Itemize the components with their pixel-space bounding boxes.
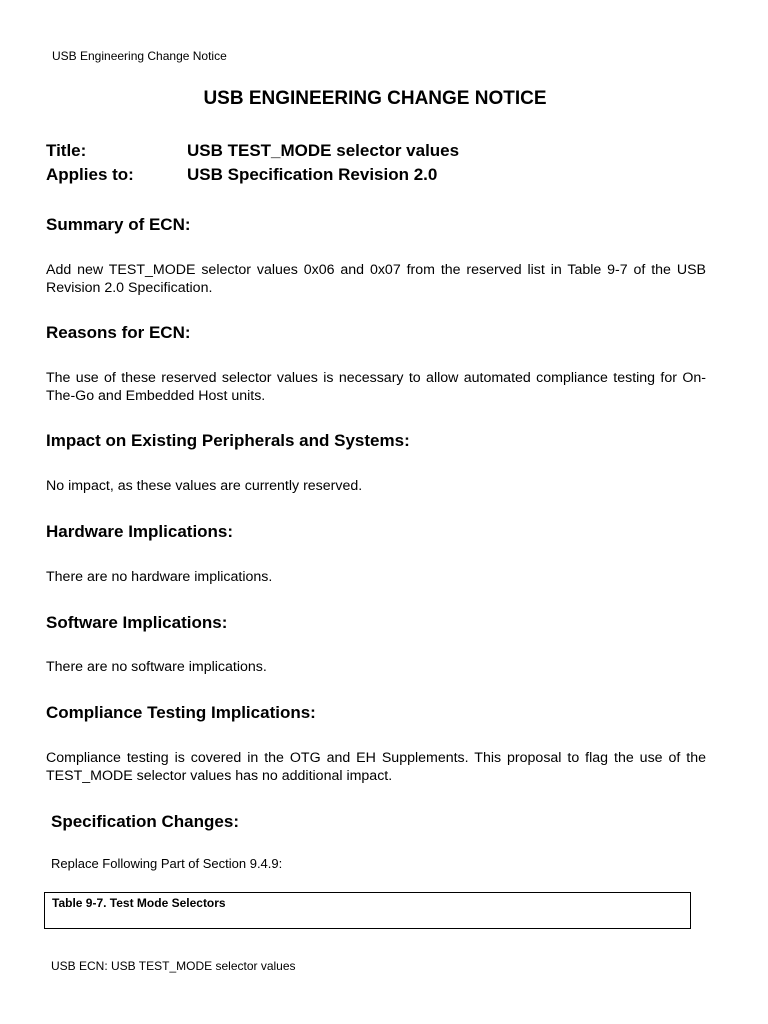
section-heading-software: Software Implications: (46, 613, 228, 632)
section-body-impact: No impact, as these values are currently reserved. (46, 478, 363, 494)
section-body-summary: Add new TEST_MODE selector values 0x06 and 0x07 from the reserved list in Table 9-7 of the USB Revision 2.0 Specification. (46, 262, 706, 296)
section-body-software: There are no software implications. (46, 659, 267, 675)
section-heading-compliance: Compliance Testing Implications: (46, 703, 316, 722)
meta-label: Title: (46, 141, 87, 160)
table-caption: Table 9-7. Test Mode Selectors (52, 896, 226, 910)
section-heading-hardware: Hardware Implications: (46, 522, 234, 541)
meta-value: USB Specification Revision 2.0 (187, 165, 438, 184)
section-heading-impact: Impact on Existing Peripherals and Systems: (46, 431, 410, 450)
section-heading-summary: Summary of ECN: (46, 215, 191, 234)
running-header: USB Engineering Change Notice (52, 49, 227, 63)
section-heading-reasons: Reasons for ECN: (46, 323, 191, 342)
meta-value: USB TEST_MODE selector values (187, 141, 460, 160)
section-body-spec-changes: Replace Following Part of Section 9.4.9: (51, 856, 283, 871)
meta-label: Applies to: (46, 165, 134, 184)
table-frame (44, 892, 691, 929)
section-body-compliance: Compliance testing is covered in the OTG and EH Supplements. This proposal to flag the use of the TEST_MODE selector values has no additional impact. (46, 750, 706, 784)
section-body-hardware: There are no hardware implications. (46, 569, 273, 585)
section-heading-spec-changes: Specification Changes: (51, 812, 239, 831)
running-footer: USB ECN: USB TEST_MODE selector values (51, 959, 296, 973)
document-title: USB ENGINEERING CHANGE NOTICE (203, 88, 547, 109)
section-body-reasons: The use of these reserved selector values is necessary to allow automated compliance testing for On-The-Go and Embedded Host units. (46, 370, 706, 404)
